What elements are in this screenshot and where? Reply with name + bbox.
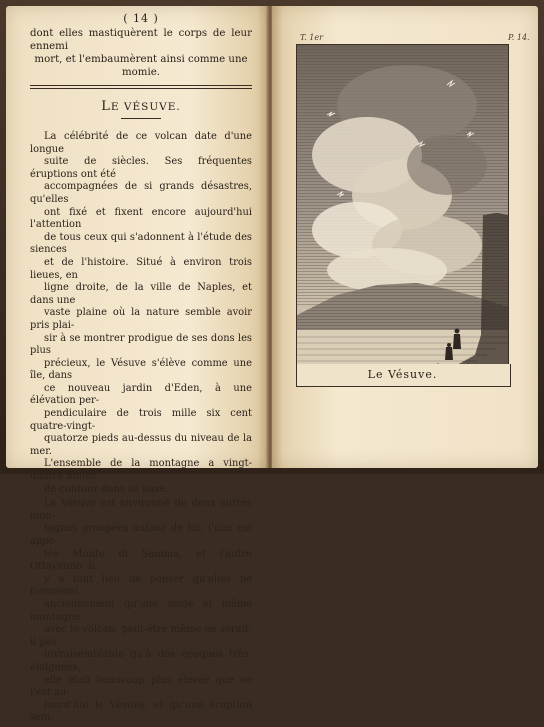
paragraph-1 (30, 131, 252, 496)
p1-line: L'ensemble de la montagne a vingt-quatre milles (30, 458, 252, 483)
p2-line: avec le volcan; peut-être même ne serait-il pas (30, 624, 252, 648)
p1-line: ce nouveau jardin d'Eden, à une élévation per- (30, 382, 252, 407)
heading-rest: E VÉSUVE. (110, 101, 181, 113)
p1-line: de tous ceux qui s'adonnent à l'étude des siences (30, 231, 252, 256)
p2-line: tagnes groupées autour de lui; l'une est appe- (30, 523, 252, 547)
p1-line: pendiculaire de trois mille six cent quatre-vingt- (30, 408, 252, 432)
engraving-vesuvius (296, 44, 509, 384)
p1-line: vaste plaine où la nature semble avoir pris plai- (30, 307, 252, 331)
heading-initial: L (101, 99, 111, 114)
continuation-text (30, 27, 252, 79)
plate-page-label: P. 14. (508, 33, 530, 42)
p1-line: quatorze pieds au-dessus du niveau de la mer. (30, 433, 252, 457)
page-number: ( 14 ) (123, 12, 159, 25)
p1-line: et de l'histoire. Situé à environ trois lieues, en (30, 256, 252, 281)
left-page-text (30, 12, 252, 727)
p1-line: sir à se montrer prodigue de ses dons les plus (30, 332, 252, 357)
p1-line: La célébrité de ce volcan date d'une longue (30, 131, 252, 155)
p1-line: accompagnées de si grands désastres, qu'elles (30, 181, 252, 205)
section-heading (30, 99, 252, 114)
p2-line: anciennement qu'une seule et même montagne (30, 598, 252, 623)
heading-underline (121, 118, 161, 119)
p2-line: y a tout lieu de penser qu'elles ne formaient (30, 573, 252, 598)
continuation-line-2: mort, et l'embaumèrent ainsi comme une momie. (34, 54, 248, 78)
plate-caption: Le Vésuve. (367, 368, 438, 381)
p2-line: lée Monte di Somma, et l'autre Ottayanno. Il (30, 548, 252, 573)
p1-line: suite de siècles. Ses fréquentes éruptions ont été (30, 156, 252, 180)
plate-volume-label: T. 1er (300, 33, 323, 42)
continuation-line-1: dont elles mastiquèrent le corps de leur ennemi (30, 28, 252, 52)
p2-line: elle était beaucoup plus élevée que ne l'est au- (30, 674, 252, 699)
smoke-plume (312, 65, 487, 292)
p1-line: précieux, le Vésuve s'élève comme une île, dans (30, 357, 252, 382)
engraving-illustration (297, 45, 508, 383)
p1-line: de contour dans sa base. (44, 483, 169, 495)
paragraph-2 (30, 498, 252, 725)
p1-line: ont fixé et fixent encore aujourd'hui l'attention (30, 206, 252, 231)
p2-line: invraisemblable qu'à des époques très-éloignées, (30, 649, 252, 673)
p1-line: ligne droite, de la ville de Naples, et dans une (30, 282, 252, 306)
section-divider (30, 85, 252, 89)
p2-line: jourd'hui le Vésuve, et qu'une éruption sem- (30, 699, 252, 724)
p2-line: Le Vésuve est environné de deux autres mon- (30, 498, 252, 522)
